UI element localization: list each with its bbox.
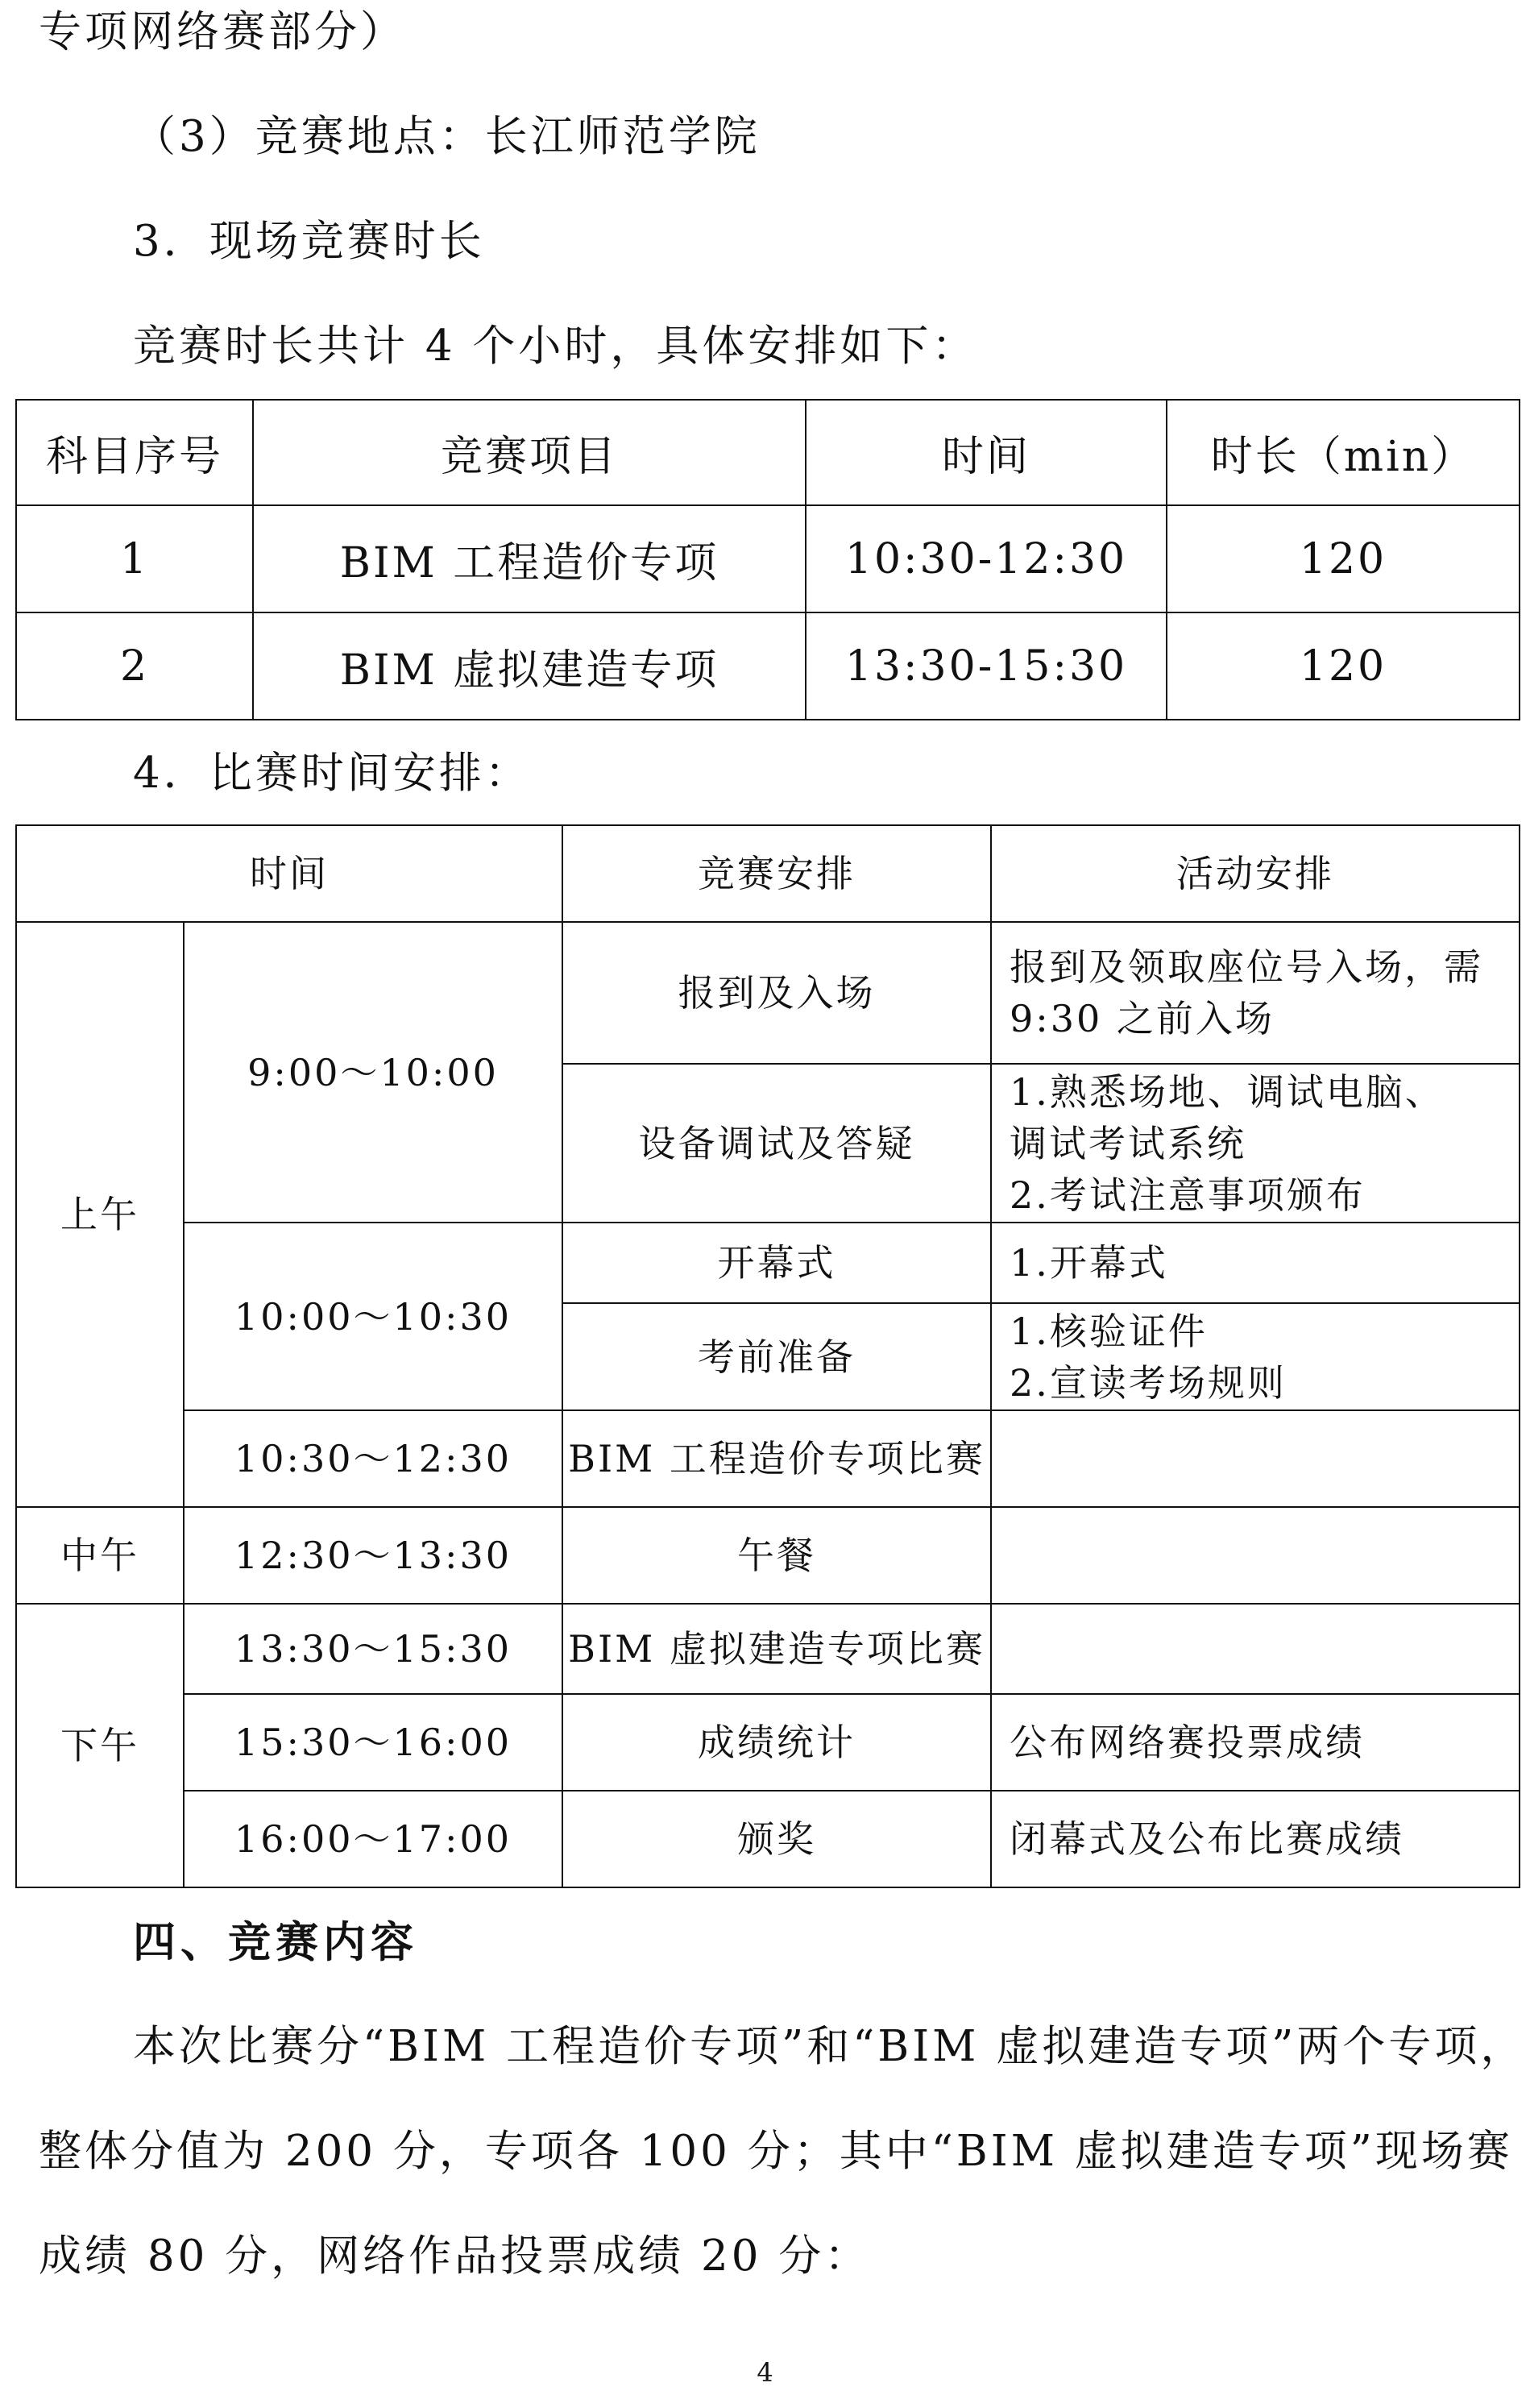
table-row <box>16 1410 1520 1507</box>
time-cell: 10:30～12:30 <box>184 1410 562 1507</box>
arrangement-cell: BIM 虚拟建造专项比赛 <box>562 1604 991 1694</box>
cell-duration: 120 <box>1167 612 1520 720</box>
section-four-heading: 四、竞赛内容 <box>133 1917 418 1967</box>
activity-cell <box>991 1223 1520 1303</box>
section3-heading: 3．现场竞赛时长 <box>133 217 485 266</box>
activity-cell-empty <box>991 1604 1520 1694</box>
table-row <box>16 1604 1520 1694</box>
section4-subheading: 4．比赛时间安排： <box>133 749 531 798</box>
period-morning: 上午 <box>16 922 184 1507</box>
header-cell-arrangement: 竞赛安排 <box>562 825 991 922</box>
header-cell-event: 竞赛项目 <box>253 400 806 505</box>
table-row <box>16 612 1520 720</box>
activity-cell-empty <box>991 1410 1520 1507</box>
activity-line: 1.开幕式 <box>1010 1241 1168 1285</box>
period-afternoon: 下午 <box>16 1604 184 1887</box>
arrangement-cell: 成绩统计 <box>562 1694 991 1791</box>
duration-text: 竞赛时长共计 4 个小时，具体安排如下： <box>133 322 978 371</box>
activity-cell <box>991 922 1520 1064</box>
header-cell-duration: 时长（min） <box>1167 400 1520 505</box>
activity-cell: 闭幕式及公布比赛成绩 <box>991 1791 1520 1887</box>
arrangement-cell: 颁奖 <box>562 1791 991 1887</box>
arrangement-cell: 午餐 <box>562 1507 991 1604</box>
table-row <box>16 505 1520 612</box>
activity-line: 9:30 之前入场 <box>1010 997 1275 1040</box>
cell-time: 13:30-15:30 <box>806 612 1167 720</box>
duration-table-header-row <box>16 400 1520 505</box>
duration-table <box>15 399 1520 720</box>
time-cell: 12:30～13:30 <box>184 1507 562 1604</box>
table-row <box>16 1223 1520 1303</box>
page-number: 4 <box>757 2357 773 2388</box>
activity-line: 调试考试系统 <box>1010 1121 1246 1165</box>
body-paragraph-line: 成绩 80 分，网络作品投票成绩 20 分： <box>39 2232 871 2281</box>
table-row <box>16 922 1520 1064</box>
body-paragraph-line: 整体分值为 200 分，专项各 100 分；其中“BIM 虚拟建造专项”现场赛 <box>39 2127 1513 2176</box>
body-paragraph-line: 本次比赛分“BIM 工程造价专项”和“BIM 虚拟建造专项”两个专项， <box>133 2022 1527 2071</box>
cell-subject-no: 1 <box>16 505 253 612</box>
header-cell-time: 时间 <box>806 400 1167 505</box>
table-row <box>16 1694 1520 1791</box>
time-cell: 16:00～17:00 <box>184 1791 562 1887</box>
table-row <box>16 1507 1520 1604</box>
cell-time: 10:30-12:30 <box>806 505 1167 612</box>
activity-line: 1.熟悉场地、调试电脑、 <box>1010 1069 1445 1114</box>
activity-line: 报到及领取座位号入场，需 <box>1010 945 1483 989</box>
schedule-header-row <box>16 825 1520 922</box>
header-cell-time: 时间 <box>16 825 562 922</box>
header-cell-activity: 活动安排 <box>991 825 1520 922</box>
time-cell: 15:30～16:00 <box>184 1694 562 1791</box>
activity-cell: 公布网络赛投票成绩 <box>991 1694 1520 1791</box>
time-cell: 9:00～10:00 <box>184 922 562 1223</box>
arrangement-cell: 考前准备 <box>562 1303 991 1410</box>
header-cell-subject-no: 科目序号 <box>16 400 253 505</box>
schedule-table <box>15 824 1520 1888</box>
cell-event: BIM 虚拟建造专项 <box>253 612 806 720</box>
activity-line: 2.宣读考场规则 <box>1010 1360 1287 1405</box>
cell-event: BIM 工程造价专项 <box>253 505 806 612</box>
arrangement-cell: BIM 工程造价专项比赛 <box>562 1410 991 1507</box>
activity-cell-empty <box>991 1507 1520 1604</box>
cell-subject-no: 2 <box>16 612 253 720</box>
time-cell: 13:30～15:30 <box>184 1604 562 1694</box>
arrangement-cell: 设备调试及答疑 <box>562 1064 991 1223</box>
arrangement-cell: 开幕式 <box>562 1223 991 1303</box>
period-noon: 中午 <box>16 1507 184 1604</box>
cell-duration: 120 <box>1167 505 1520 612</box>
activity-cell <box>991 1064 1520 1223</box>
activity-line: 1.核验证件 <box>1010 1309 1208 1353</box>
venue-line: （3）竞赛地点：长江师范学院 <box>133 112 761 161</box>
table-row <box>16 1791 1520 1887</box>
activity-line: 2.考试注意事项颁布 <box>1010 1173 1366 1217</box>
activity-cell <box>991 1303 1520 1410</box>
arrangement-cell: 报到及入场 <box>562 922 991 1064</box>
time-cell: 10:00～10:30 <box>184 1223 562 1410</box>
intro-continuation-line: 专项网络赛部分） <box>39 7 406 56</box>
